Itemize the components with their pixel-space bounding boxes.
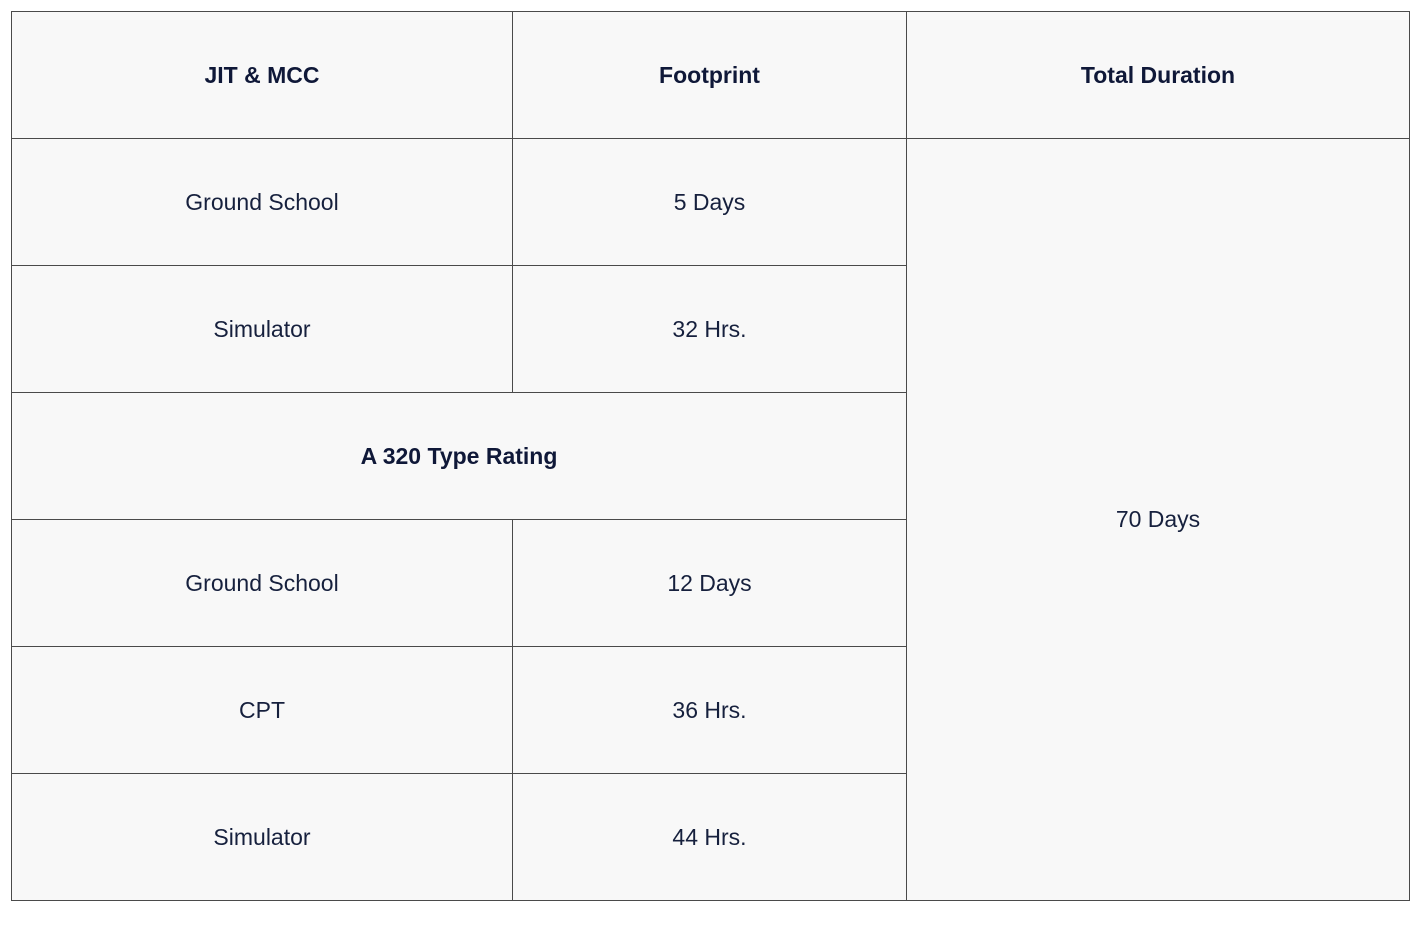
item-cell: Ground School — [12, 520, 513, 647]
section-title-type-rating: A 320 Type Rating — [12, 393, 907, 520]
header-footprint: Footprint — [513, 12, 907, 139]
item-cell: CPT — [12, 647, 513, 774]
footprint-cell: 36 Hrs. — [513, 647, 907, 774]
footprint-cell: 5 Days — [513, 139, 907, 266]
header-total-duration: Total Duration — [907, 12, 1410, 139]
total-duration-cell: 70 Days — [907, 139, 1410, 901]
footprint-cell: 44 Hrs. — [513, 774, 907, 901]
footprint-cell: 12 Days — [513, 520, 907, 647]
table-header-row — [12, 12, 1410, 139]
training-duration-table — [11, 11, 1410, 901]
item-cell: Simulator — [12, 266, 513, 393]
footprint-cell: 32 Hrs. — [513, 266, 907, 393]
training-schedule — [11, 11, 1410, 901]
item-cell: Simulator — [12, 774, 513, 901]
item-cell: Ground School — [12, 139, 513, 266]
table-row — [12, 139, 1410, 266]
header-jit-mcc: JIT & MCC — [12, 12, 513, 139]
